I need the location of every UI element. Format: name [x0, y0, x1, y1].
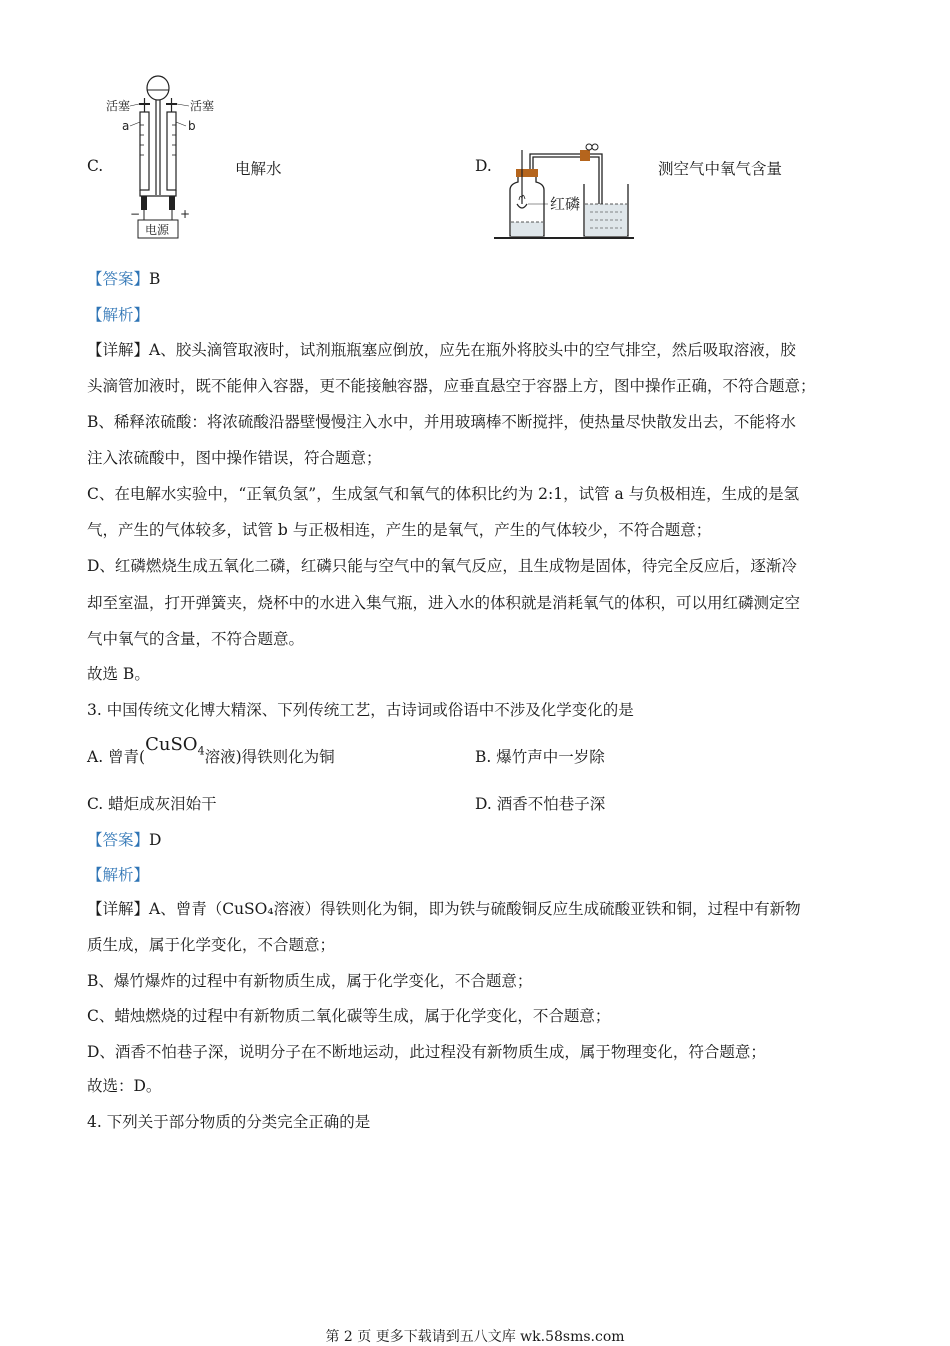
oxygen-measurement-figure	[492, 132, 637, 242]
q3-detail-line-4: C、蜡烛燃烧的过程中有新物质二氧化碳等生成，属于化学变化，不合题意；	[87, 1007, 611, 1025]
q2-conclusion: 故选 B。	[87, 665, 150, 683]
q2-detail-line-1: 【详解】A、胶头滴管取液时，试剂瓶瓶塞应倒放，应先在瓶外将胶头中的空气排空，然后吸取溶液，胶	[87, 341, 796, 359]
q2-detail-label: 【详解】	[87, 341, 150, 359]
q3-answer	[87, 828, 161, 850]
q3-detail-line-1: 【详解】A、曾青（CuSO₄溶液）得铁则化为铜，即为铁与硫酸铜反应生成硫酸亚铁和铜，过程中有新物	[87, 900, 801, 918]
tube-a-label: a	[122, 119, 130, 133]
q2-detail-line-6: 气，产生的气体较多，试管 b 与正极相连，产生的是氧气，产生的气体较少，不符合题意；	[87, 521, 712, 539]
option-c-letter: C.	[87, 157, 104, 175]
positive-terminal-label: +	[180, 207, 191, 221]
q3-analysis-label: 【解析】	[87, 866, 150, 884]
right-stopcock-label: 活塞	[190, 99, 215, 113]
negative-terminal-label: −	[130, 207, 141, 221]
q2-answer-value: B	[149, 270, 161, 288]
rubber-stopper	[516, 169, 538, 177]
option-d-caption: 测空气中氧气含量	[658, 160, 783, 178]
q3-option-b: B. 爆竹声中一岁除	[475, 748, 605, 766]
cuso4-formula: CuSO$_4$	[145, 734, 205, 758]
q2-detail-line-4: 注入浓硫酸中，图中操作错误，符合题意；	[87, 449, 382, 467]
q2-detail-line-8: 却至室温，打开弹簧夹，烧杯中的水进入集气瓶，进入水的体积就是消耗氧气的体积，可以用红磷测定空	[87, 594, 801, 612]
q2-detail-line-7: D、红磷燃烧生成五氧化二磷，红磷只能与空气中的氧气反应，且生成物是固体，待完全反应后，逐渐冷	[87, 557, 797, 575]
tube-b-label: b	[188, 119, 196, 133]
q2-detail-line-9: 气中氧气的含量，不符合题意。	[87, 630, 305, 648]
right-tube	[167, 112, 176, 190]
q2-answer	[87, 267, 160, 289]
q3-detail-line-3: B、爆竹爆炸的过程中有新物质生成，属于化学变化，不合题意；	[87, 972, 533, 990]
q3-answer-label: 【答案】	[87, 831, 150, 849]
right-electrode	[169, 196, 175, 210]
q2-analysis-label: 【解析】	[87, 306, 150, 324]
red-phosphorus-label: 红磷	[550, 195, 581, 213]
q3-detail-line-5: D、酒香不怕巷子深，说明分子在不断地运动，此过程没有新物质生成，属于物理变化，符合题意；	[87, 1043, 766, 1061]
q3-answer-value: D	[149, 831, 162, 849]
combustion-spoon	[517, 204, 527, 208]
q2-answer-label: 【答案】	[87, 270, 150, 288]
q2-detail-line-5: C、在电解水实验中，“正氧负氢”，生成氢气和氧气的体积比约为 2:1，试管 a 与负极相连，生成的是氢	[87, 485, 800, 503]
q3-detail-line-2: 质生成，属于化学变化，不合题意；	[87, 936, 336, 954]
reservoir-bulb	[147, 76, 169, 100]
q3-detail-label: 【详解】	[87, 900, 150, 918]
spring-clamp	[580, 150, 590, 161]
electrolysis-apparatus-figure	[100, 70, 225, 242]
q2-detail-line-3: B、稀释浓硫酸：将浓硫酸沿器壁慢慢注入水中，并用玻璃棒不断搅拌，使热量尽快散发出去，不能将水	[87, 413, 796, 431]
bottle-water	[511, 222, 543, 236]
q3-option-d: D. 酒香不怕巷子深	[475, 795, 606, 813]
left-stopcock-label: 活塞	[106, 99, 131, 113]
q4-stem: 4. 下列关于部分物质的分类完全正确的是	[87, 1113, 371, 1131]
option-c-caption: 电解水	[235, 160, 282, 178]
q2-detail-line-2: 头滴管加液时，既不能伸入容器，更不能接触容器，应垂直悬空于容器上方，图中操作正确，不符合题意；	[87, 377, 816, 395]
option-d-letter: D.	[475, 157, 492, 175]
q3-conclusion: 故选：D。	[87, 1077, 162, 1095]
left-electrode	[141, 196, 147, 210]
q3-option-a: A. 曾青(CuSO$_4$溶液)得铁则化为铜	[87, 734, 335, 766]
bottom-connector	[140, 190, 176, 196]
page-footer: 第 2 页 更多下载请到五八文库 wk.58sms.com	[325, 1329, 625, 1345]
q3-option-c: C. 蜡炬成灰泪始干	[87, 795, 217, 813]
q3-stem: 3. 中国传统文化博大精深、下列传统工艺，古诗词或俗语中不涉及化学变化的是	[87, 701, 634, 719]
left-tube	[140, 112, 149, 190]
power-supply-label: 电源	[145, 223, 170, 237]
